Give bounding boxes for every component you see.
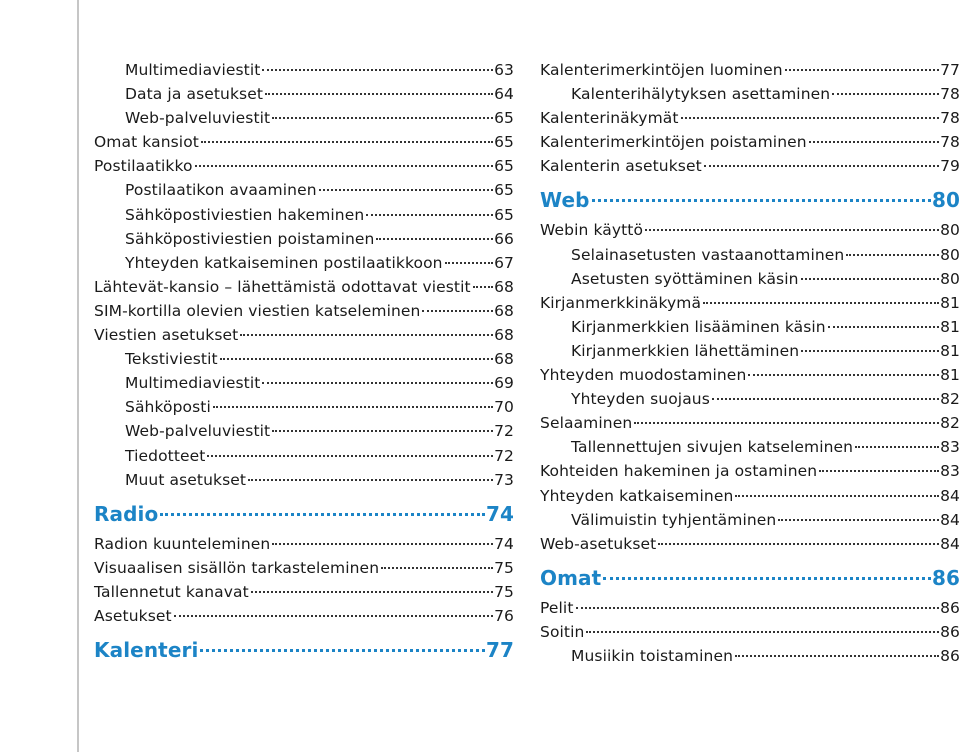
toc-entry-title: Kalenterihälytyksen asettaminen xyxy=(571,85,831,104)
toc-page-number: 70 xyxy=(494,398,514,417)
toc-page-number: 78 xyxy=(940,133,960,152)
toc-entry-title: Sähköposti xyxy=(125,398,211,417)
toc-entry-title: Kohteiden hakeminen ja ostaminen xyxy=(540,462,818,481)
toc-page-number: 80 xyxy=(931,188,960,213)
toc-left-column xyxy=(94,58,514,668)
toc-entry-title: Multimediaviestit xyxy=(125,61,261,79)
toc-entry[interactable] xyxy=(540,596,960,620)
dot-leader xyxy=(603,577,931,580)
dot-leader xyxy=(262,382,493,384)
toc-page-number: 73 xyxy=(494,470,514,489)
toc-page-number: 84 xyxy=(940,486,960,505)
dot-leader xyxy=(445,262,493,264)
toc-entry[interactable] xyxy=(94,556,514,580)
toc-page-number: 65 xyxy=(494,181,514,200)
toc-entry[interactable] xyxy=(540,82,960,106)
dot-leader xyxy=(174,615,493,617)
toc-entry[interactable] xyxy=(540,291,960,315)
toc-entry[interactable] xyxy=(94,203,514,227)
toc-page-number: 74 xyxy=(494,534,514,553)
toc-entry-title: Kalenteri xyxy=(94,638,199,663)
toc-entry[interactable] xyxy=(94,419,514,443)
toc-page-number: 82 xyxy=(940,390,960,409)
toc-page-number: 77 xyxy=(485,638,514,663)
toc-entry[interactable] xyxy=(540,532,960,556)
dot-leader xyxy=(801,350,939,352)
toc-entry-title: Visuaalisen sisällön tarkasteleminen xyxy=(94,558,380,577)
toc-page-number: 84 xyxy=(940,510,960,529)
toc-entry-title: Radion kuunteleminen xyxy=(94,534,271,553)
toc-entry-title: Radio xyxy=(94,501,159,526)
toc-entry-title: Tekstiviestit xyxy=(125,350,218,369)
dot-leader xyxy=(422,310,493,312)
toc-page-number: 68 xyxy=(494,326,514,345)
dot-leader xyxy=(376,238,493,240)
dot-leader xyxy=(855,446,939,448)
dot-leader xyxy=(272,543,493,545)
toc-entry[interactable] xyxy=(540,243,960,267)
toc-entry-title: Selainasetusten vastaanottaminen xyxy=(571,245,845,264)
toc-page-number: 68 xyxy=(494,277,514,296)
toc-right-column xyxy=(540,58,960,668)
margin-rule xyxy=(77,0,79,752)
toc-entry-title: Web-palveluviestit xyxy=(125,109,271,128)
dot-leader xyxy=(832,93,939,95)
toc-entry[interactable] xyxy=(94,178,514,202)
toc-page-number: 72 xyxy=(494,422,514,441)
toc-entry[interactable] xyxy=(94,275,514,299)
toc-page-number: 65 xyxy=(494,109,514,128)
toc-page-number: 65 xyxy=(494,133,514,152)
dot-leader xyxy=(712,398,939,400)
toc-entry[interactable] xyxy=(94,347,514,371)
toc-entry-title: Sähköpostiviestien hakeminen xyxy=(125,205,365,224)
toc-page-number: 86 xyxy=(931,565,960,590)
toc-entry-title: Lähtevät-kansio – lähettämistä odottavat viestit xyxy=(94,277,471,296)
toc-entry-title: Web xyxy=(540,188,590,213)
toc-entry[interactable] xyxy=(540,106,960,130)
toc-entry[interactable] xyxy=(94,154,514,178)
toc-entry[interactable] xyxy=(540,508,960,532)
toc-page-number: 63 xyxy=(494,61,514,79)
toc-page-number: 81 xyxy=(940,293,960,312)
dot-leader xyxy=(819,470,939,472)
toc-page-number: 80 xyxy=(940,269,960,288)
toc-entry-title: Postilaatikon avaaminen xyxy=(125,181,317,200)
toc-page-number: 82 xyxy=(940,414,960,433)
dot-leader xyxy=(809,141,939,143)
dot-leader xyxy=(735,655,939,657)
toc-entry[interactable] xyxy=(94,604,514,628)
toc-page-number: 68 xyxy=(494,301,514,320)
toc-entry-title: SIM-kortilla olevien viestien katseleminen xyxy=(94,301,421,320)
dot-leader xyxy=(735,495,939,497)
dot-leader xyxy=(704,165,939,167)
toc-entry-title: Muut asetukset xyxy=(125,470,247,489)
toc-entry-title: Yhteyden katkaiseminen postilaatikkoon xyxy=(125,253,443,272)
dot-leader xyxy=(201,141,493,143)
toc-entry-title: Yhteyden suojaus xyxy=(571,390,710,409)
toc-page-number: 86 xyxy=(940,598,960,617)
toc-page-number: 68 xyxy=(494,350,514,369)
toc-entry-title: Musiikin toistaminen xyxy=(571,646,734,665)
toc-entry[interactable] xyxy=(540,620,960,644)
toc-page-number: 76 xyxy=(494,606,514,625)
toc-entry-title: Web-palveluviestit xyxy=(125,422,271,441)
toc-page-number: 83 xyxy=(940,438,960,457)
dot-leader xyxy=(681,117,940,119)
toc-entry[interactable] xyxy=(540,267,960,291)
dot-leader xyxy=(265,93,493,95)
dot-leader xyxy=(586,631,939,633)
toc-entry[interactable] xyxy=(540,484,960,508)
dot-leader xyxy=(645,229,939,231)
toc-page-number: 86 xyxy=(940,622,960,641)
toc-entry-title: Webin käyttö xyxy=(540,221,644,240)
dot-leader xyxy=(195,165,493,167)
toc-entry-title: Välimuistin tyhjentäminen xyxy=(571,510,777,529)
dot-leader xyxy=(213,406,493,408)
toc-entry[interactable] xyxy=(94,227,514,251)
toc-entry[interactable] xyxy=(94,371,514,395)
toc-page-number: 78 xyxy=(940,85,960,104)
toc-entry[interactable] xyxy=(540,315,960,339)
dot-leader xyxy=(220,358,493,360)
toc-page-number: 80 xyxy=(940,221,960,240)
toc-entry-title: Selaaminen xyxy=(540,414,633,433)
toc-entry-title: Multimediaviestit xyxy=(125,374,261,393)
toc-entry-title: Yhteyden muodostaminen xyxy=(540,366,747,385)
toc-entry[interactable] xyxy=(540,363,960,387)
toc-entry[interactable] xyxy=(94,82,514,106)
toc-entry[interactable] xyxy=(540,411,960,435)
toc-entry-title: Tallennetut kanavat xyxy=(94,582,249,601)
toc-entry[interactable] xyxy=(94,580,514,604)
toc-entry-title: Yhteyden katkaiseminen xyxy=(540,486,734,505)
toc-page-number: 72 xyxy=(494,446,514,465)
toc-entry[interactable] xyxy=(94,251,514,275)
toc-page-number: 83 xyxy=(940,462,960,481)
toc-page-number: 78 xyxy=(940,109,960,128)
dot-leader xyxy=(801,278,939,280)
toc-entry-title: Kirjanmerkkien lähettäminen xyxy=(571,341,800,360)
toc-page-number: 86 xyxy=(940,646,960,665)
dot-leader xyxy=(828,326,939,328)
toc-entry-title: Soitin xyxy=(540,622,585,641)
dot-leader xyxy=(251,591,493,593)
dot-leader xyxy=(592,199,931,202)
toc-entry-title: Kalenterinäkymät xyxy=(540,109,679,128)
toc-page-number: 69 xyxy=(494,374,514,393)
toc-entry[interactable] xyxy=(94,532,514,556)
dot-leader xyxy=(846,254,939,256)
dot-leader xyxy=(262,69,493,71)
dot-leader xyxy=(319,189,493,191)
dot-leader xyxy=(160,513,485,516)
toc-page-number: 81 xyxy=(940,341,960,360)
dot-leader xyxy=(748,374,939,376)
toc-page-number: 66 xyxy=(494,229,514,248)
toc-page-number: 67 xyxy=(494,253,514,272)
toc-entry[interactable] xyxy=(94,468,514,492)
toc-entry[interactable] xyxy=(540,130,960,154)
dot-leader xyxy=(634,422,939,424)
toc-entry-title: Sähköpostiviestien poistaminen xyxy=(125,229,375,248)
toc-entry[interactable] xyxy=(540,435,960,459)
dot-leader xyxy=(785,69,939,71)
dot-leader xyxy=(200,649,485,652)
toc-entry[interactable] xyxy=(540,644,960,668)
toc-entry-title: Omat kansiot xyxy=(94,133,199,152)
toc-page-number: 64 xyxy=(494,85,514,104)
dot-leader xyxy=(703,302,939,304)
toc-entry[interactable] xyxy=(94,58,514,82)
toc-page-number: 65 xyxy=(494,205,514,224)
dot-leader xyxy=(248,479,493,481)
toc-page-number: 74 xyxy=(485,501,514,526)
toc-entry-title: Tiedotteet xyxy=(125,446,206,465)
toc-section-heading[interactable] xyxy=(540,182,960,218)
toc-entry-title: Postilaatikko xyxy=(94,157,193,176)
toc-entry[interactable] xyxy=(94,106,514,130)
toc-entry-title: Kalenterimerkintöjen poistaminen xyxy=(540,133,807,152)
dot-leader xyxy=(366,214,493,216)
toc-entry-title: Viestien asetukset xyxy=(94,326,239,345)
dot-leader xyxy=(658,543,939,545)
toc-page-number: 81 xyxy=(940,366,960,385)
dot-leader xyxy=(240,334,493,336)
toc-page-number: 80 xyxy=(940,245,960,264)
toc-entry[interactable] xyxy=(94,323,514,347)
toc-entry-title: Pelit xyxy=(540,598,574,617)
dot-leader xyxy=(207,455,493,457)
dot-leader xyxy=(381,567,493,569)
toc-page-number: 75 xyxy=(494,582,514,601)
toc-entry[interactable] xyxy=(94,444,514,468)
toc-entry-title: Omat xyxy=(540,565,602,590)
toc-page-number: 84 xyxy=(940,534,960,553)
toc-entry[interactable] xyxy=(540,339,960,363)
toc-entry-title: Kirjanmerkkien lisääminen käsin xyxy=(571,317,826,336)
dot-leader xyxy=(272,117,493,119)
dot-leader xyxy=(473,286,493,288)
toc-entry-title: Asetukset xyxy=(94,606,172,625)
dot-leader xyxy=(576,607,940,609)
toc-entry-title: Data ja asetukset xyxy=(125,85,264,104)
toc-entry[interactable] xyxy=(540,459,960,483)
toc-entry-title: Web-asetukset xyxy=(540,534,657,553)
toc-page-number: 65 xyxy=(494,157,514,176)
toc-page-number: 81 xyxy=(940,317,960,336)
dot-leader xyxy=(272,430,493,432)
toc-page-number: 79 xyxy=(940,157,960,176)
toc-entry-title: Kalenterimerkintöjen luominen xyxy=(540,61,783,79)
toc-entry-title: Kirjanmerkkinäkymä xyxy=(540,293,702,312)
toc-entry[interactable] xyxy=(540,58,960,82)
toc-entry[interactable] xyxy=(540,387,960,411)
toc-entry[interactable] xyxy=(540,154,960,178)
toc-entry-title: Kalenterin asetukset xyxy=(540,157,702,176)
toc-entry-title: Asetusten syöttäminen käsin xyxy=(571,269,799,288)
toc-entry[interactable] xyxy=(94,130,514,154)
toc-page-number: 77 xyxy=(940,61,960,79)
toc-page-number: 75 xyxy=(494,558,514,577)
toc-entry[interactable] xyxy=(94,299,514,323)
toc-entry[interactable] xyxy=(94,395,514,419)
dot-leader xyxy=(778,519,939,521)
toc-entry[interactable] xyxy=(540,218,960,242)
toc-section-heading[interactable] xyxy=(94,496,514,532)
toc-entry-title: Tallennettujen sivujen katseleminen xyxy=(571,438,854,457)
toc-section-heading[interactable] xyxy=(94,632,514,668)
toc-section-heading[interactable] xyxy=(540,560,960,596)
